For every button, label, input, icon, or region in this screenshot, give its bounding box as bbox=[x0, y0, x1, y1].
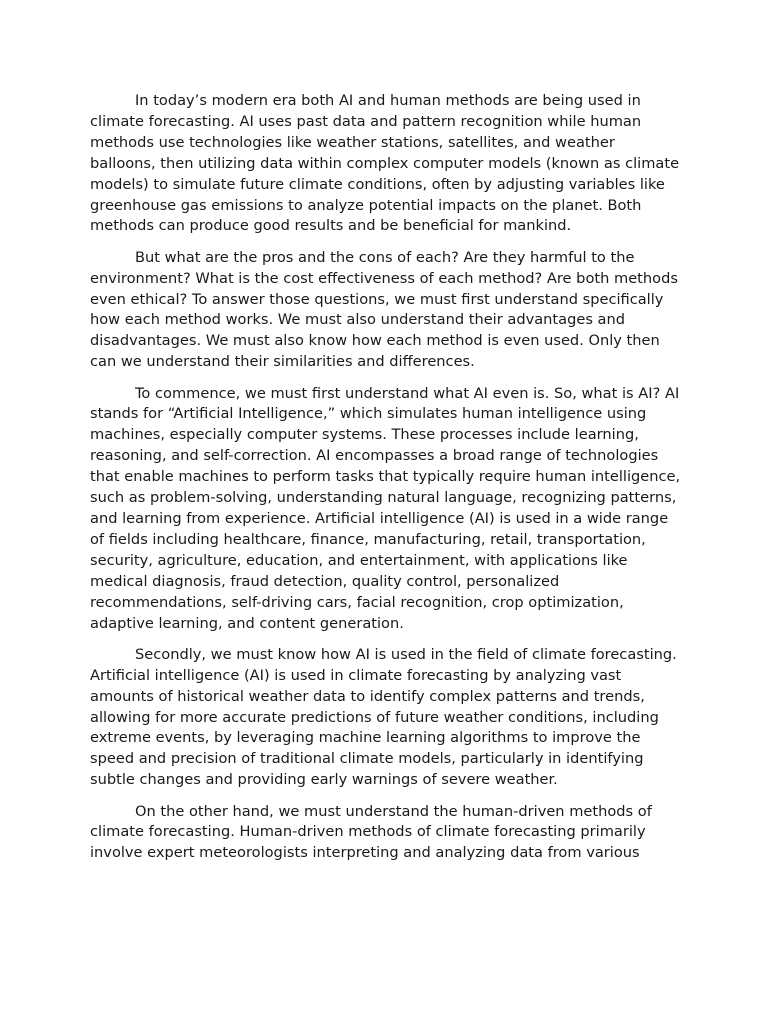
paragraph-pros-cons-questions: But what are the pros and the cons of each? Are they harmful to the environment? What is the cost effectiveness of each method? Are both methods even ethical? To answer those questions, we must first understand specifically how each method works. We must also understand their advantages and disadvantages. We must also know how each method is even used. Only then can we understand their similarities and differences. bbox=[90, 248, 678, 371]
document-body bbox=[90, 91, 682, 875]
paragraph-ai-climate-forecasting: Secondly, we must know how AI is used in the field of climate forecasting. Artificial intelligence (AI) is used in climate forecasting by analyzing vast amounts of historical weather data to identify complex patterns and trends, allowing for more accurate predictions of future weather conditions, including extreme events, by leveraging machine learning algorithms to improve the speed and precision of traditional climate models, particularly in identifying subtle changes and providing early warnings of severe weather. bbox=[90, 645, 677, 789]
paragraph-human-driven-methods: On the other hand, we must understand the human-driven methods of climate forecasting. Human-driven methods of climate forecasting primarily involve expert meteorologists interpreting and analyzing data from various bbox=[90, 802, 652, 862]
paragraph-ai-human-intro: In today’s modern era both AI and human methods are being used in climate forecasting. AI uses past data and pattern recognition while human methods use technologies like weather stations, satellites, and weather balloons, then utilizing data within complex computer models (known as climate models) to simulate future climate conditions, often by adjusting variables like greenhouse gas emissions to analyze potential impacts on the planet. Both methods can produce good results and be beneficial for mankind. bbox=[90, 92, 680, 235]
paragraph-what-is-ai: To commence, we must first understand what AI even is. So, what is AI? AI stands for “Artificial Intelligence,” which simulates human intelligence using machines, especially computer systems. These processes include learning, reasoning, and self-correction. AI encompasses a broad range of technologies that enable machines to perform tasks that typically require human intelligence, such as problem-solving, understanding natural language, recognizing patterns, and learning from experience. Artificial intelligence (AI) is used in a wide range of fields including healthcare, finance, manufacturing, retail, transportation, security, agriculture, education, and entertainment, with applications like medical diagnosis, fraud detection, quality control, personalized recommendations, self-driving cars, facial recognition, crop optimization, adaptive learning, and content generation. bbox=[90, 384, 681, 632]
